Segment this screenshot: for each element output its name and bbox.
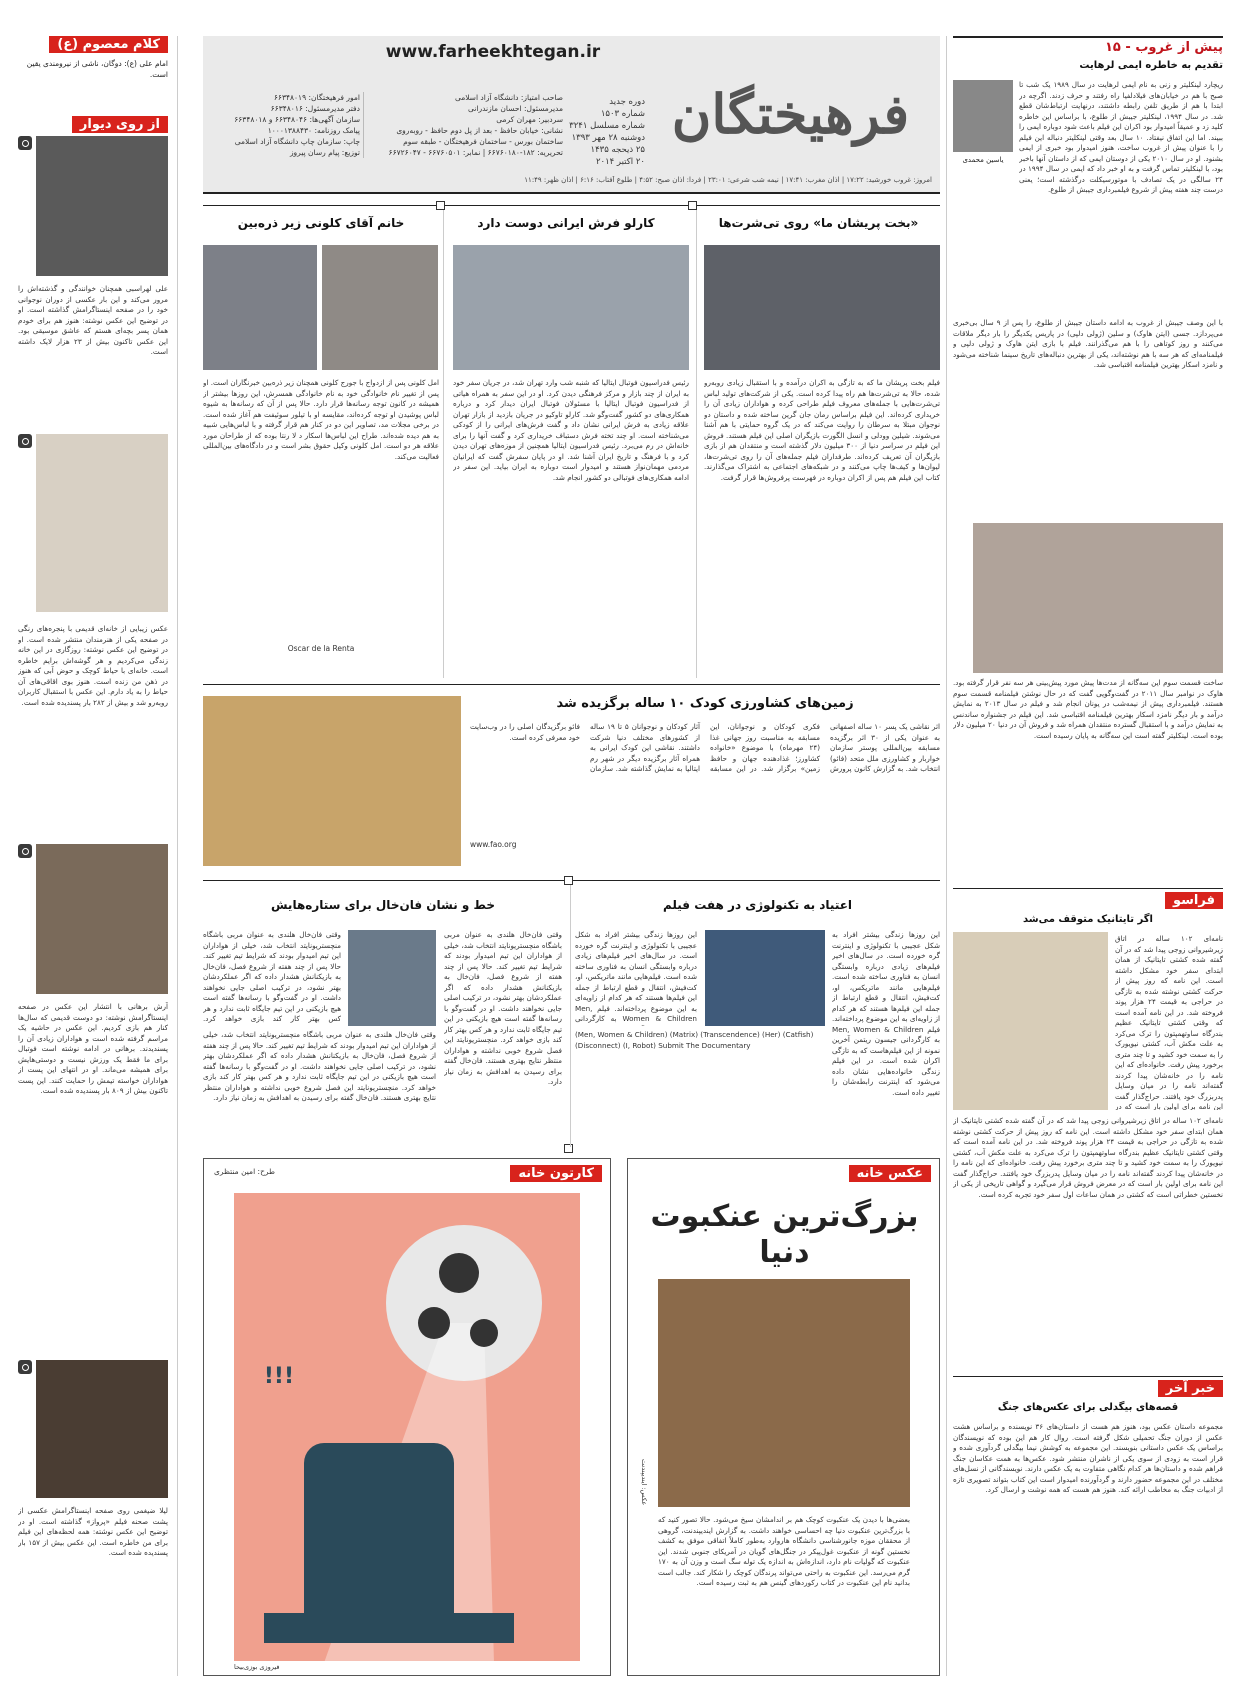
date-fa: دوشنبه ۲۸ مهر ۱۳۹۳	[571, 133, 645, 143]
carlo-photo	[453, 245, 689, 370]
children-painting	[203, 696, 461, 866]
svg-text:!!!: !!!	[263, 1364, 294, 1389]
tech-body-left: این روزها زندگی بیشتر افراد به شکل عجیبی با تکنولوژی و اینترنت گره خورده است. در سال‌های اخیر فیلم‌های زیادی درباره وابستگی انسان به فناوری ساخته شده است. فیلم‌هایی مانند ماتریکس، او، کت‌فیش، انتقال و قطع ارتباط از جمله این فیلم‌ها هستند که هر کدام از زاویه‌ای به این موضوع پرداخته‌اند. فیلم Men, Women & Children به کارگردانی	[575, 930, 697, 1023]
right-column	[953, 36, 1223, 1676]
clooney-body: امل کلونی پس از ازدواج با جورج کلونی همچنان زیر ذره‌بین خبرنگاران است. او پس از تغییر نام خانوادگی خود به نام خانوادگی همسرش، این روزها بیشتر از همیشه در کانون توجه رسانه‌ها قرار دارد. حالا پس از آن که رسانه‌ها به شیوه لباس پوشیدن او توجه کرده‌اند، مقایسه او با تیلور سوئیفت هم آغاز شده است. در برخی مجلات مد، تصاویر این دو در کنار هم قرار گرفته و با لباس‌هایی شبیه به هم دیده شده‌اند. طراح این لباس‌ها اسکار د لا رنتا بوده که از طراحان مورد علاقه هر دو است. امل کلونی وکیل حقوق بشر است و در دادگاه‌های بین‌المللی فعالیت می‌کند.	[203, 378, 439, 461]
vangaal-photo	[348, 930, 436, 1026]
author-name: یاسین محمدی	[962, 156, 1004, 164]
vangaal-body-right: وقتی فان‌خال هلندی به عنوان مربی باشگاه منچستریونایتد انتخاب شد، خیلی از هواداران این تیم امیدوار بودند که شرایط تیم تغییر کند. حالا پس از چند هفته از شروع فصل، فان‌خال به بازیکنانش هشدار داده که اگر عملکردشان بهتر نشود، در ترکیب اصلی جایی نخواهند داشت. او در گفت‌وگو با رسانه‌ها گفته است هیچ بازیکنی در این تیم جایگاه ثابت ندارد و هر کس بهتر کار کند بازی خواهد کرد. منچستریونایتد این فصل شروع خوبی نداشته و هواداران منتظر نتایج بهتری هستند. فان‌خال گفته برای رسیدن به اهدافش به زمان نیاز دارد.	[444, 930, 562, 1086]
issue-period: دوره جدید	[609, 97, 645, 107]
clooney-title: خانم آقای کلونی زیر ذره‌بین	[237, 216, 405, 230]
article-body-1: ریچارد لینکلیتر و زنی به نام ایمی لرهایت در سال ۱۹۸۹ یک شب تا صبح با هم در خیابان‌های فیلادلفیا راه رفتند و حرف زدند. اگرچه در ابتدا با هم از طریق تلفن رابطه داشتند، درنهایت ارتباط‌شان قطع شد. در سال ۱۹۹۴، لینکلیتر جیبش از طلوع، با براساس این خاطره کلید زد و عمیقاً امیدوار بود اکران این فیلم باعث شود دوباره ایمی را ببیند. اما این اتفاق نیفتاد. ۱۰ سال بعد وقتی لینکلیتر دنباله این فیلم را با عنوان پیش از غروب ساخت، هنوز امیدوار بود خبری از ایمی بشنود. او در سال ۲۰۱۰ یکی از دوستان ایمی که از داستان آنها باخبر بود، با لینکلیتر تماس گرفت و به او خبر داد که ایمی در سال ۱۹۹۴ در ۲۴ سالگی در یک تصادف با موتورسیکلت درگذشته است؛ یعنی درست چند هفته پیش از شروع فیلمبرداری جیبش از طلوع.	[1019, 80, 1223, 194]
farm-title: زمین‌های کشاورزی کودک ۱۰ ساله برگزیده شد	[556, 696, 854, 711]
tech-title: اعتیاد به تکنولوژی در هفت فیلم	[662, 898, 853, 912]
article-body-3: ساخت قسمت سوم این سه‌گانه از مدت‌ها پیش مورد پیش‌بینی هر سه نفر قرار گرفته بود. هاوک در نوامبر سال ۲۰۱۱ در گفت‌وگویی گفت که در حال نوشتن فیلمنامه قسمت سوم هستند. فیلمبرداری پیش از نیمه‌شب در یونان انجام شد و فیلم در سال ۲۰۱۳ به نمایش درآمد و بار دیگر نامزد اسکار بهترین فیلمنامه اقتباسی شد. این فیلم در جشنواره ساندنس به نمایش درآمد و با استقبال گسترده منتقدان همراه شد و فروش آن در دنیا ۲۰ میلیون دلار بوده است. لینکلیتر گفته است این سه‌گانه به پایان رسیده است.	[953, 678, 1223, 740]
quote-text: امام علی (ع): دوگان، ناشی از نیرومندی یقین است.	[26, 59, 168, 79]
farm-body: اثر نقاشی یک پسر ۱۰ ساله اصفهانی به عنوان یکی از ۳۰ اثر برگزیده مسابقه بین‌المللی پوستر سازمان خواربار و کشاورزی ملل متحد (فائو) انتخاب شد. به گزارش کانون پرورش فکری کودکان و نوجوانان، این مسابقه به مناسبت روز جهانی غذا (۲۴ مهرماه) با موضوع «خانواده کشاورز؛ غذادهنده جهان و حافظ زمین» برگزار شد. در این مسابقه آثار کودکان و نوجوانان ۵ تا ۱۹ ساله از کشورهای مختلف دنیا شرکت داشتند. نقاشی این کودک ایرانی به همراه آثار برگزیده دیگر در شهر رم ایتالیا به نمایش گذاشته شد. سازمان فائو برگزیدگان اصلی را در وب‌سایت خود معرفی کرده است.	[470, 722, 940, 773]
contact-box: امور فرهیختگان: ۶۶۳۴۸۰۱۹ دفتر مدیرمسئول: ۶۶۳۴۸۰۱۶ سازمان آگهی‌ها: ۶۶۳۴۸۰۴۶ و ۶۶۳۴۸۰۱۸ پیامک روزنامه: ۱۰۰۰۱۳۸۸۴۳۰ چاپ: سازمان چاپ دانشگاه آزاد اسلامی توزیع: پیام رسان پیروز	[234, 93, 360, 157]
titanic-body: نامه‌ای ۱۰۲ ساله در اتاق زیرشیروانی زوجی پیدا شد که در آن گفته شده کشتی تایتانیک از همان ابتدای سفر خود مشکل داشته است. این نامه که روز پیش از حرکت کشتی نوشته شده به تازگی در حراجی به قیمت ۲۴ هزار پوند فروخته شد. در این نامه آمده است که وقتی کشتی تایتانیک عظیم بندرگاه ساوتهمپتون را ترک می‌کرد به علت مکش آب، کشتی نیویورک را به سمت خود کشید و تا چند متری برخورد پیش رفت. خانواده‌ای که این نامه را در خانه‌شان پیدا کردند گفته‌اند نامه را در میان وسایل پدربزرگ خود یافتند. حراج‌گذار گفت این نامه برای اولین بار است که در معرض فروش قرار می‌گیرد و گواهی تاریخی از یکی از نخستین خطراتی است که کشتی در همان ساعات اول سفر خود تجربه کرده است.	[953, 1116, 1223, 1199]
cartoon-box	[203, 1158, 611, 1676]
wall-caption-2: عکس زیبایی از خانه‌ای قدیمی با پنجره‌های رنگی در صفحه یکی از هنرمندان منتشر شده است. او در توضیح این عکس نوشته: روزگاری در این خانه زندگی می‌کردیم و هر گوشه‌اش برایم خاطره است. خانه‌ای با حیاط کوچک و حوض آبی که هنوز در ذهن من زنده است. هنوز بوی اقاقی‌های آن حیاط را به یاد دارم. این عکس با استقبال کاربران روبه‌رو شد و بیش از ۲۸۲ بار پسندیده شده است.	[18, 624, 168, 707]
khabar-body: مجموعه داستان عکس بود، هنوز هم هست از داستان‌های ۳۶ نویسنده و براساس هشت عکس از دوران جنگ تحمیلی شکل گرفته است. روال کار هم این بوده که نویسندگان براساس یک عکس داستانی بنویسند. این مجموعه به کوشش نیما بیگدلی گردآوری شده و قرار است به زودی از سوی یکی از ناشران منتشر شود. عکس‌ها به همت عکاسان جنگ فراهم شده و داستان‌ها هر کدام نگاهی متفاوت به یک عکس دارند. نویسندگانی از نسل‌های مختلف در این مجموعه حضور دارند و گردآورنده امیدوار است این کتاب بتواند تصویری تازه از ادبیات جنگ به مخاطب ارائه کند. هنوز هم هست که همه نوشت و ارسال کرد.	[953, 1422, 1223, 1494]
issue-number: شماره ۱۵۰۳	[600, 109, 645, 119]
tshirt-photo	[704, 245, 940, 370]
cartoon-artist: فیروزی بوزی‌بیحا	[234, 1663, 280, 1671]
carlo-body: رئیس فدراسیون فوتبال ایتالیا که شنبه شب وارد تهران شد، در جریان سفر خود به ایران از چند بازار و مرکز فرهنگی دیدن کرد. او در این سفر به همراه هیاتی از فدراسیون فوتبال ایتالیا با مسئولان فوتبال ایران دیدار کرد و درباره همکاری‌های دو کشور گفت‌وگو شد. کارلو تاوکیو در جریان بازدید از بازار تهران علاقه زیادی به فرش ایرانی نشان داد و گفت فرش‌های ایرانی را از کودکی می‌شناخته است. او چند تخته فرش دستباف خریداری کرد و گفت آنها را برای خانه‌اش در رم می‌برد. رئیس فدراسیون ایتالیا همچنین از موزه‌های تهران دیدن کرد و با فرهنگ و تاریخ ایران آشنا شد. او در پایان سفرش گفت که ایرانیان مردمی مهمان‌نواز هستند و امیدوار است دوباره به ایران بیاید. این سفر در ادامه همکاری‌های فوتبالی دو کشور انجام شد.	[453, 378, 689, 482]
titanic-letter-photo	[953, 932, 1108, 1110]
vangaal-title: خط و نشان فان‌خال برای ستاره‌هایش	[270, 898, 496, 912]
vangaal-body-bottom: وقتی فان‌خال هلندی به عنوان مربی باشگاه منچستریونایتد انتخاب شد، خیلی از هواداران این تیم امیدوار بودند که شرایط تیم تغییر کند. حالا پس از چند هفته از شروع فصل، فان‌خال به بازیکنانش هشدار داده که اگر عملکردشان بهتر نشود، در ترکیب اصلی جایی نخواهند داشت. او در گفت‌وگو با رسانه‌ها گفته است هیچ بازیکنی در این تیم جایگاه ثابت ندارد و هر کس بهتر کار کند بازی خواهد کرد. منچستریونایتد این فصل شروع خوبی نداشته و هواداران منتظر نتایج بهتری هستند. فان‌خال گفته برای رسیدن به اهدافش به زمان نیاز دارد.	[203, 1030, 436, 1102]
wall-caption-3: آرش برهانی با انتشار این عکس در صفحه اینستاگرامش نوشته: دو دوست قدیمی که سال‌ها کنار هم بازی کردیم. این عکس در حاشیه یک مراسم گرفته شده است و هواداران زیادی آن را پسندیدند. برهانی در ادامه نوشته است فوتبال برای ما فقط یک ورزش نیست و دوستی‌هایش برای همیشه می‌ماند. او در انتهای این پست از هواداران خواسته تیمش را حمایت کنند. این پست تاکنون بیش از ۸۰۹ بار پسندیده شده است.	[18, 1002, 168, 1095]
story-marker	[564, 876, 573, 885]
wall-photo-4	[36, 1360, 168, 1498]
publisher-box: صاحب امتیاز: دانشگاه آزاد اسلامی مدیرمسئول: احسان مازندرانی سردبیر: مهران کرمی نشانی: خیابان حافظ - بعد از پل دوم حافظ - روبه‌روی ساختمان بورس - ساختمان فرهیختگان - طبقه سوم تحریریه: ۱۸۲-۶۶۷۶۰۱۸۰ | نمابر: ۶۶۷۶۰۵۰۱ - ۶۶۷۲۶۰۴۷	[363, 92, 563, 158]
instagram-icon	[18, 434, 32, 448]
photo-headline: بزرگ‌ترین عنکبوت دنیا	[650, 1199, 919, 1270]
titanic-title: اگر تایتانیک متوقف می‌شد	[1022, 914, 1153, 925]
wall-caption-4: لیلا ضیغمی روی صفحه اینستاگرامش عکسی از پشت صحنه فیلم «پرواز» گذاشته است. او در توضیح این عکس نوشته: همه لحظه‌های این فیلم برای من خاطره است. این عکس بیش از ۱۵۷ بار پسندیده شده است.	[18, 1506, 168, 1557]
tshirt-title: «بخت پریشان ما» روی تی‌شرت‌ها	[718, 216, 919, 230]
clooney-photo-2	[203, 245, 317, 370]
story-marker	[564, 1144, 573, 1153]
masthead	[203, 36, 940, 194]
cartoon-credit: طرح: امین منتظری	[214, 1167, 276, 1176]
issue-serial: شماره مسلسل ۳۲۴۱	[569, 121, 645, 131]
tech-photo	[705, 930, 825, 1026]
tshirt-body: فیلم بخت پریشان ما که به تازگی به اکران درآمده و با استقبال زیادی روبه‌رو شده، حالا به تی‌شرت‌ها هم راه پیدا کرده است. یکی از شرکت‌های تولید لباس تی‌شرت‌هایی با جمله‌های معروف فیلم طراحی کرده و هواداران زیادی آن را خریداری کرده‌اند. این فیلم براساس رمان جان گرین ساخته شده و داستان دو نوجوان مبتلا به سرطان را روایت می‌کند که در یک گروه حمایتی با هم آشنا می‌شوند. شیلین وودلی و انسل الگورت بازیگران اصلی این فیلم هستند. فروش این فیلم در سراسر دنیا از ۳۰۰ میلیون دلار گذشته است و منتقدان هم از بازی بازیگران آن تعریف کرده‌اند. طرفداران فیلم جمله‌های آن را روی تی‌شرت‌ها، لیوان‌ها و کیف‌ها چاپ می‌کنند و در شبکه‌های اجتماعی به اشتراک می‌گذارند. کتاب این فیلم هم پس از اکران دوباره در فهرست پرفروش‌ها قرار گرفت.	[704, 378, 940, 482]
tech-body-right: این روزها زندگی بیشتر افراد به شکل عجیبی با تکنولوژی و اینترنت گره خورده است. در سال‌های اخیر فیلم‌های زیادی درباره وابستگی انسان به فناوری ساخته شده است. فیلم‌هایی مانند ماتریکس، او، کت‌فیش، انتقال و قطع ارتباط از جمله این فیلم‌ها هستند که هر کدام از زاویه‌ای به این موضوع پرداخته‌اند. فیلم Men, Women & Children به کارگردانی جیسون ریتمن آخرین نمونه از این فیلم‌هاست که به تازگی اکران شده است. در این فیلم زندگی خانواده‌هایی نشان داده می‌شود که اینترنت رابطه‌شان را تغییر داده است.	[832, 930, 940, 1097]
photo-tag: عکس خانه	[849, 1165, 931, 1182]
instagram-icon	[18, 136, 32, 150]
article-body-2: با این وصف جیبش از غروب به ادامه داستان جیبش از طلوع، را پس از ۹ سال بی‌خبری می‌پردازد. جسی (ایتن هاوک) و سلین (ژولی دلپی) در پاریس یکدیگر را بار دیگر ملاقات می‌کنند و روز کوتاهی را با هم می‌گذرانند. فیلم با بازی ایتن هاوک و ژولی دلپی و فیلمنامه‌ای که هر سه با هم نوشته‌اند، یکی از بهترین دنباله‌های تاریخ سینما شناخته می‌شود و نامزد اسکار بهترین فیلمنامه اقتباسی شد.	[953, 318, 1223, 369]
instagram-icon	[18, 844, 32, 858]
wall-photo-2	[36, 434, 168, 612]
article-title: تقدیم به خاطره ایمی لرهایت	[1079, 60, 1223, 71]
quote-tag: کلام معصوم (ع)	[49, 36, 168, 53]
oscar-name: Oscar de la Renta	[287, 644, 355, 653]
wall-tag: از روی دیوار	[72, 116, 168, 133]
website-url[interactable]: www.farheekhtegan.ir	[385, 42, 601, 62]
tech-films: (Men, Women & Children) (Matrix) (Transcendence) (Her) (Catfish) (Disconnect) (I, Robot) Submit The Documentary	[575, 1030, 814, 1050]
khabar-tag: خبر آخر	[1158, 1380, 1223, 1397]
instagram-icon	[18, 1360, 32, 1374]
wall-caption-1: علی لهراسبی همچنان خوانندگی و گذشته‌اش را مرور می‌کند و این بار عکسی از دوران نوجوانی خود را در صفحه اینستاگرامش گذاشته است. او در توضیح این عکس نوشته: هنوز هم برای خودم همان پسر بچه‌ای هستم که عاشق موسیقی بود. این عکس تاکنون بیش از ۲۳ هزار لایک داشته است.	[18, 284, 168, 356]
photo-body: بعضی‌ها با دیدن یک عنکبوت کوچک هم بر اندامشان سیخ می‌شود. حالا تصور کنید که با بزرگ‌ترین عنکبوت دنیا چه احساسی خواهند داشت. به گزارش ایندیپندنت، گروهی از محققان موزه جانورشناسی دانشگاه هاروارد به‌طور کاملاً اتفاقی موفق به کشف نخستین گونه از عنکبوت غول‌پیکر در جنگل‌های گویان در آمریکای جنوبی شدند. این عنکبوت که گولیات نام دارد، اندازه‌اش به اندازه یک توله سگ است و وزن آن به ۱۷۰ گرم می‌رسد. این عنکبوت به راحتی می‌تواند پرندگان کوچک را شکار کند. جالب است بدانید نام این عنکبوت در کتاب رکوردهای گینس هم به ثبت رسیده است.	[658, 1515, 910, 1587]
left-column	[18, 36, 168, 1676]
clooney-photo-1	[322, 245, 438, 370]
cartoon-art	[234, 1193, 580, 1661]
cartoon-illustration	[234, 1193, 580, 1661]
photo-box	[627, 1158, 940, 1676]
carlo-title: کارلو فرش ایرانی دوست دارد	[477, 216, 655, 230]
date-en: ۲۰ اکتبر ۲۰۱۴	[595, 157, 645, 167]
prayer-times-bar: امروز: غروب خورشید: ۱۷:۲۲ | اذان مغرب: ۱۷:۴۱ | نیمه شب شرعی: ۲۳:۰۱ | فردا: اذان صبح: ۴:۵۲ | طلوع آفتاب: ۶:۱۶ | اذان ظهر: ۱۱:۴۹	[524, 176, 932, 184]
story-marker	[436, 201, 445, 210]
logo: فرهیختگان	[671, 82, 910, 146]
khabar-title: قصه‌های بیگدلی برای عکس‌های جنگ	[997, 1402, 1179, 1413]
fraso-tag: فراسو	[1165, 892, 1223, 909]
spider-photo	[658, 1279, 910, 1507]
wall-photo-1	[36, 136, 168, 276]
story-marker	[688, 201, 697, 210]
photo-credit: عکس: ایندیپندنت	[640, 1459, 648, 1506]
section-title: پیش از غروب - ۱۵	[1105, 40, 1223, 55]
cartoon-tag: کارتون خانه	[510, 1165, 602, 1182]
vangaal-body-left: وقتی فان‌خال هلندی به عنوان مربی باشگاه منچستریونایتد انتخاب شد، خیلی از هواداران این تیم امیدوار بودند که شرایط تیم تغییر کند. حالا پس از چند هفته از شروع فصل، فان‌خال به بازیکنانش هشدار داده که اگر عملکردشان بهتر نشود، در ترکیب اصلی جایی نخواهند داشت. او در گفت‌وگو با رسانه‌ها گفته است هیچ بازیکنی در این تیم جایگاه ثابت ندارد و هر کس بهتر کار کند بازی خواهد کرد.	[203, 930, 341, 1023]
author-photo	[953, 80, 1013, 152]
fao-url[interactable]: www.fao.org	[470, 840, 517, 849]
actor-photo	[973, 523, 1223, 673]
date-hijri: ۲۵ ذیحجه ۱۴۳۵	[590, 145, 645, 155]
titanic-body-top: نامه‌ای ۱۰۲ ساله در اتاق زیرشیروانی زوجی پیدا شد که در آن گفته شده کشتی تایتانیک از همان ابتدای سفر خود مشکل داشته است. این نامه که روز پیش از حرکت کشتی نوشته شده به تازگی در حراجی به قیمت ۲۴ هزار پوند فروخته شد. در این نامه آمده است که وقتی کشتی تایتانیک عظیم بندرگاه ساوتهمپتون را ترک می‌کرد به علت مکش آب، کشتی نیویورک را به سمت خود کشید و تا چند متری برخورد پیش رفت. خانواده‌ای که این نامه را در خانه‌شان پیدا کردند گفته‌اند نامه را در میان وسایل پدربزرگ خود یافتند. حراج‌گذار گفت این نامه برای اولین بار است که در	[1115, 934, 1223, 1110]
wall-photo-3	[36, 844, 168, 994]
